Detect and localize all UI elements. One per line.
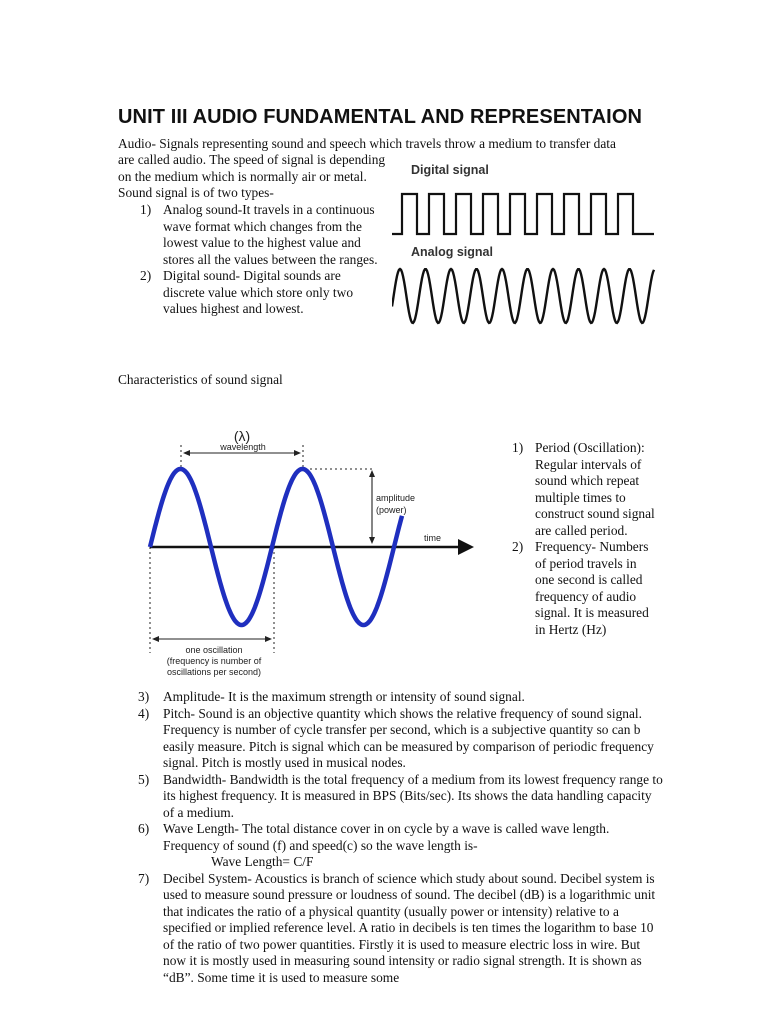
list-text: Period (Oscillation): Regular intervals of sound which repeat multiple times to construct sound signal are called period. bbox=[535, 440, 655, 538]
amplitude-label: amplitude bbox=[376, 493, 416, 503]
lambda-label: (λ) bbox=[233, 428, 251, 444]
wavelength-arrowhead-right bbox=[294, 450, 301, 456]
signal-figure bbox=[392, 160, 662, 332]
oscillation-note-line-2: oscillations per second) bbox=[166, 667, 262, 677]
list-text: Pitch- Sound is an objective quantity which shows the relative frequency of sound signal. Frequency is number of cycle transfer per second, which is a subjective quantity so can b easily measure. Pitch is signal which can be measured by comparison of periodic frequency signal. Pitch is mostly used in musical nodes. bbox=[163, 705, 654, 770]
page-title: UNIT III AUDIO FUNDAMENTAL AND REPRESENTAION bbox=[118, 106, 643, 128]
list-number: 6) bbox=[138, 821, 150, 836]
list-text: Decibel System- Acoustics is branch of science which study about sound. Decibel system is used to measure sound pressure or loudness of sound. The decibel (dB) is a logarithmic unit that indicates the ratio of a physical quantity (usually power or intensity) relative to a specified or implied reference level. A ratio in decibels is ten times the logarithm to base 10 of the ratio of two power quantities. Firstly it is used to measure electric loss in wire. But now it is mostly used in measuring sound intensity or radio signal strength. It is shown as “dB”. Some time it is used to measure some bbox=[163, 870, 656, 985]
time-label: time bbox=[424, 533, 442, 543]
list-text: Amplitude- It is the maximum strength or intensity of sound signal. bbox=[163, 689, 525, 704]
wave-diagram bbox=[140, 425, 480, 687]
list-item bbox=[118, 268, 380, 318]
list-item bbox=[118, 689, 663, 706]
wavelength-arrowhead-left bbox=[183, 450, 190, 456]
list-item bbox=[118, 871, 663, 987]
wavelength-label: wavelength bbox=[220, 442, 266, 452]
digital-square-wave bbox=[392, 194, 654, 234]
list-number: 1) bbox=[512, 440, 524, 455]
intro-first-line: Audio- Signals representing sound and speech which travels throw a medium to transfer data bbox=[118, 136, 616, 151]
oscillation-arrowhead-left bbox=[152, 636, 159, 642]
characteristics-list bbox=[118, 689, 663, 986]
list-number: 1) bbox=[140, 202, 152, 217]
amplitude-arrowhead-bottom bbox=[369, 537, 375, 544]
intro-paragraph: are called audio. The speed of signal is depending on the medium which is normally air or metal. Sound signal is of two types- bbox=[118, 152, 386, 200]
analog-sine-wave bbox=[392, 269, 654, 323]
oscillation-label: one oscillation bbox=[185, 645, 243, 655]
list-item bbox=[118, 772, 663, 822]
list-item bbox=[118, 202, 380, 268]
analog-signal-label: Analog signal bbox=[411, 245, 493, 259]
list-number: 7) bbox=[138, 870, 150, 886]
list-text: Digital sound- Digital sounds are discrete value which store only two values highest and lowest. bbox=[163, 268, 354, 316]
list-item bbox=[118, 821, 663, 871]
list-item bbox=[490, 440, 658, 539]
time-axis-arrowhead bbox=[458, 539, 474, 555]
list-number: 5) bbox=[138, 771, 150, 787]
list-text: Wave Length- The total distance cover in on cycle by a wave is called wave length. Frequency of sound (f) and speed(c) so the wave length is- bbox=[163, 821, 610, 853]
list-number: 4) bbox=[138, 705, 150, 721]
list-item bbox=[490, 539, 658, 638]
amplitude-arrowhead-top bbox=[369, 470, 375, 477]
characteristics-side-list bbox=[490, 440, 658, 638]
list-number: 3) bbox=[138, 689, 150, 704]
list-text: Bandwidth- Bandwidth is the total frequency of a medium from its lowest frequency range to its highest frequency. It is measured in BPS (Bits/sec). Its shows the data handling capacity of a medium. bbox=[163, 771, 663, 820]
digital-signal-label: Digital signal bbox=[411, 163, 489, 177]
oscillation-note-line-1: (frequency is number of bbox=[166, 656, 262, 666]
list-number: 2) bbox=[512, 539, 524, 554]
sound-types-list bbox=[118, 202, 380, 318]
list-text: Frequency- Numbers of period travels in one second is called frequency of audio signal. It is measured in Hertz (Hz) bbox=[535, 539, 649, 637]
section-heading: Characteristics of sound signal bbox=[118, 372, 283, 387]
list-number: 2) bbox=[140, 268, 152, 283]
list-item bbox=[118, 706, 663, 772]
wavelength-formula: Wave Length= C/F bbox=[211, 854, 314, 869]
amplitude-power-label: (power) bbox=[376, 505, 407, 515]
list-text: Analog sound-It travels in a continuous wave format which changes from the lowest value to the highest value and stores all the values between the ranges. bbox=[163, 202, 378, 267]
oscillation-arrowhead-right bbox=[265, 636, 272, 642]
